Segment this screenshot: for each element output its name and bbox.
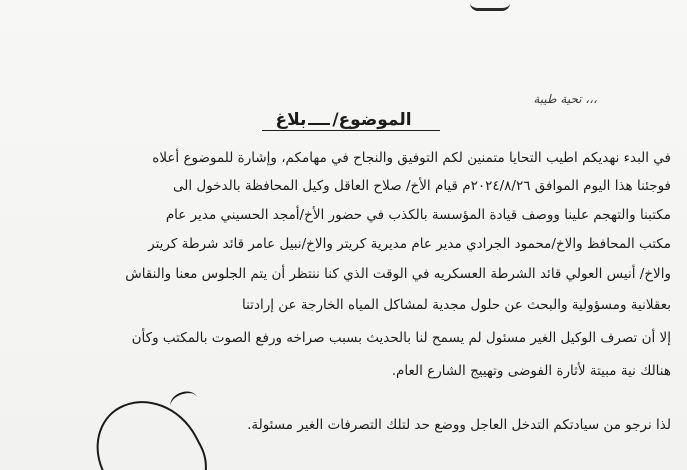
body-line: في البدء نهديكم اطيب التحايا متمنين لكم التوفيق والنجاح في مهامكم، وإشارة للموضوع أعلاه <box>152 150 671 166</box>
subject-underline-mark <box>308 123 330 125</box>
subject-heading <box>0 110 687 130</box>
letterhead-mark <box>470 0 510 11</box>
greeting-text: تحية طيبة ،،، <box>533 92 597 106</box>
subject-value: بلاغ <box>275 110 307 130</box>
body-line: مكتبنا والتهجم علينا ووصف قيادة المؤسسة بالكذب في حضور الأخ/أمجد الحسيني مدير عام <box>165 207 671 223</box>
handwritten-signature <box>79 381 221 470</box>
signature-stroke <box>167 388 200 416</box>
body-line: هنالك نية مبيتة لأثارة الفوضى وتهييج الشارع العام. <box>391 363 671 379</box>
subject-label: الموضوع/ <box>332 110 412 130</box>
body-line: لذا نرجو من سيادتكم التدخل العاجل ووضع حد لتلك التصرفات الغير مسئولة. <box>247 417 671 433</box>
body-line: مكتب المحافظ والاخ/محمود الجرادي مدير عام مديرية كريتر والاخ/نبيل عامر قائد شرطة كريتر <box>148 236 671 252</box>
body-line: بعقلانية ومسؤولية والبحث عن حلول مجدية لمشاكل المياه الخارجة عن إرادتنا <box>242 297 671 313</box>
body-line: إلا أن تصرف الوكيل الغير مسئول لم يسمح لنا بالحديث بسبب صراخه ورفع الصوت بالمكتب وكأن <box>131 330 671 346</box>
subject-underline <box>262 130 440 131</box>
body-line: فوجئنا هذا اليوم الموافق ٢٠٢٤/٨/٢٦م قيام الأخ/ صلاح العاقل وكيل المحافظة بالدخول الى <box>172 178 671 194</box>
body-line: والاخ/ أنيس العولي قائد الشرطة العسكريه في الوقت الذي كنا ننتظر أن يتم الجلوس معنا والنقاش <box>125 266 671 282</box>
